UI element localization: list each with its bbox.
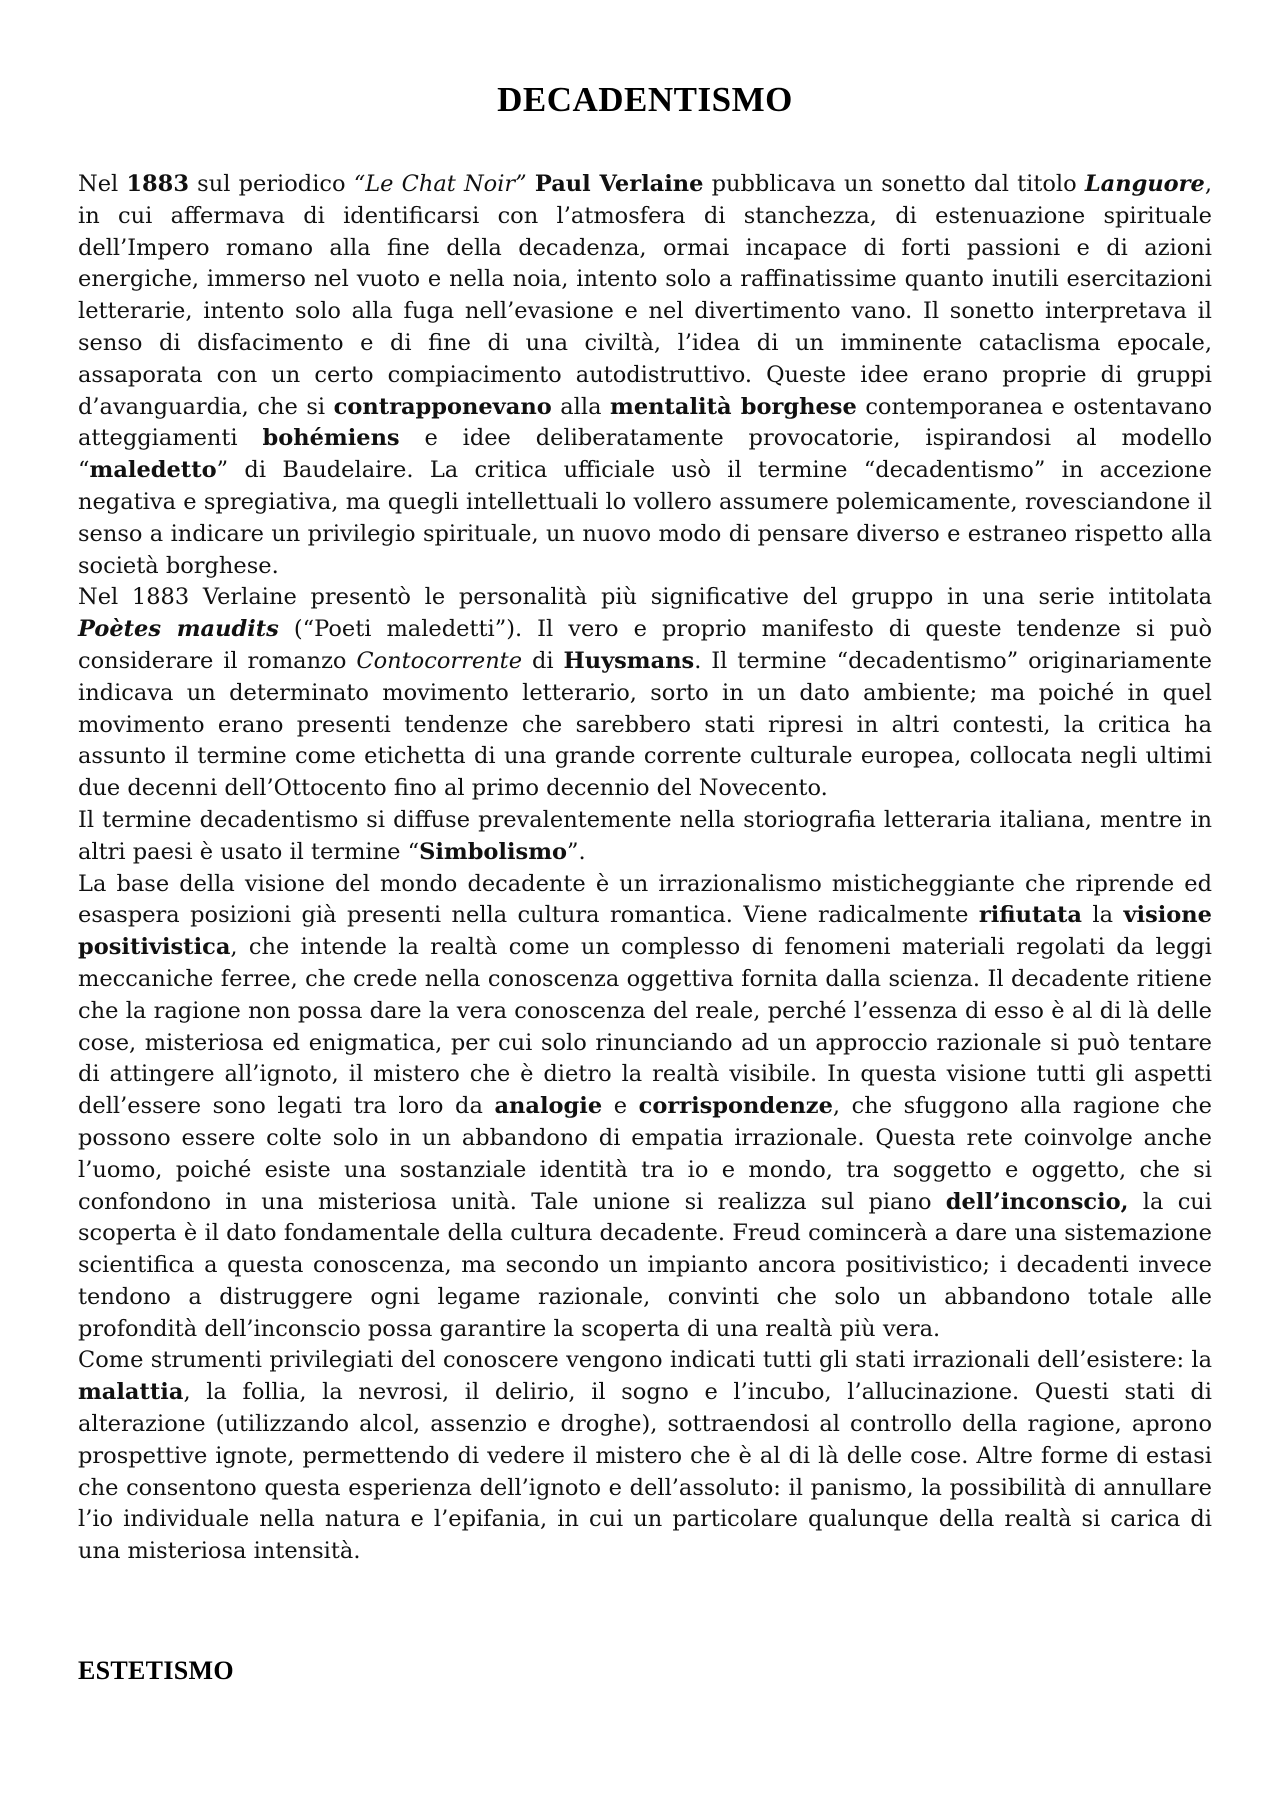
emphasis-text: Poètes maudits [78, 616, 279, 643]
paragraph [78, 169, 1212, 582]
italic-text: “Le Chat Noir” [353, 171, 527, 197]
bold-text: bohémiens [262, 425, 400, 452]
text-run: , che intende la realtà come un complesso di fenomeni materiali regolati da leggi meccaniche ferree, che crede nella conoscenza oggettiva fornita dalla scienza. Il decadente ritiene che la ragione non possa dare la vera conoscenza del reale, perché l’essenza di esso è al di là delle cose, misteriosa ed enigmatica, per cui solo rinunciando ad un approccio razionale si può tentare di attingere all’ignoto, il mistero che è dietro la realtà visibile. In questa visione tutti gli aspetti dell’essere sono legati tra loro da [78, 934, 1212, 1120]
bold-text: mentalità borghese [610, 393, 857, 420]
text-run: alla [551, 393, 611, 420]
bold-text: contrapponevano [333, 393, 552, 420]
text-run: ”. [567, 838, 586, 865]
paragraph [78, 869, 1212, 1346]
bold-text: rifiutata [978, 902, 1082, 929]
bold-text: 1883 [126, 171, 189, 197]
bold-text: Paul Verlaine [534, 171, 704, 197]
section-title: ESTETISMO [78, 1656, 234, 1685]
bold-text: corrispondenze [638, 1093, 833, 1120]
bold-text: Simbolismo [419, 838, 568, 865]
text-run: ” di Baudelaire. La critica ufficiale usò il termine “decadentismo” in accezione negativa e spregiativa, ma quegli intellettuali lo vollero assumere polemicamente, rovesciandone il senso a indicare un privilegio spirituale, un nuovo modo di pensare diverso e estraneo rispetto alla società borghese. [78, 457, 1212, 579]
text-run: di [522, 647, 564, 674]
text-run: Nel 1883 Verlaine presentò le personalità più significative del gruppo in una serie intitolata [78, 584, 1212, 611]
text-run: , in cui affermava di identificarsi con l’atmosfera di stanchezza, di estenuazione spirituale dell’Impero romano alla fine della decadenza, ormai incapace di forti passioni e di azioni energiche, immerso nel vuoto e nella noia, intento solo a raffinatissime quanto inutili esercitazioni letterarie, intento solo alla fuga nell’evasione e nel divertimento vano. Il sonetto interpretava il senso di disfacimento e di fine di una civiltà, l’idea di un imminente cataclisma epocale, assaporata con un certo compiacimento autodistruttivo. Queste idee erano proprie di gruppi d’avanguardia, che si [78, 171, 1213, 420]
text-run: Nel [78, 171, 127, 197]
text-run: (“Poeti maledetti”). Il vero e proprio manifesto di queste tendenze si può considerare il romanzo [78, 616, 1213, 674]
text-run: contemporanea e ostentavano atteggiamenti [78, 393, 1212, 452]
bold-text: analogie [494, 1093, 603, 1120]
bold-text: maledetto [89, 457, 217, 484]
bold-text: malattia [78, 1379, 184, 1406]
italic-text: Contocorrente [356, 647, 523, 674]
text-run: Il termine decadentismo si diffuse prevalentemente nella storiografia letteraria italiana, mentre in altri paesi è usato il termine “ [78, 806, 1212, 865]
text-run: pubblicava un sonetto dal titolo [703, 171, 1085, 197]
bold-text: dell’inconscio, [945, 1188, 1129, 1215]
text-run: sul periodico [189, 171, 354, 197]
emphasis-text: Languore [1084, 171, 1205, 197]
body-text [78, 169, 1212, 1568]
paragraph [78, 582, 1212, 805]
bold-text: Huysmans [563, 647, 695, 674]
text-run: la [1081, 902, 1124, 929]
text-run: la cui scoperta è il dato fondamentale della cultura decadente. Freud comincerà a dare una sistemazione scientifica a questa conoscenza, ma secondo un impianto ancora positivistico; i decadenti invece tendono a distruggere ogni legame razionale, convinti che solo un abbandono totale alle profondità dell’inconscio possa garantire la scoperta di una realtà più vera. [78, 1188, 1212, 1342]
bold-text: visione positivistica [78, 902, 1212, 961]
page-title: DECADENTISMO [497, 80, 793, 119]
text-run: La base della visione del mondo decadente è un irrazionalismo misticheggiante che riprende ed esaspera posizioni già presenti nella cultura romantica. Viene radicalmente [78, 870, 1212, 929]
text-run: Come strumenti privilegiati del conoscere vengono indicati tutti gli stati irrazionali dell’esistere: la [78, 1347, 1212, 1374]
text-run: e [602, 1093, 639, 1120]
text-run [527, 171, 535, 197]
text-run: e idee deliberatamente provocatorie, ispirandosi al modello “ [78, 425, 1212, 484]
text-run: , la follia, la nevrosi, il delirio, il sogno e l’incubo, l’allucinazione. Questi stati di alterazione (utilizzando alcol, assenzio e droghe), sottraendosi al controllo della ragione, aprono prospettive ignote, permettendo di vedere il mistero che è al di là delle cose. Altre forme di estasi che consentono questa esperienza dell’ignoto e dell’assoluto: il panismo, la possibilità di annullare l’io individuale nella natura e l’epifania, in cui un particolare qualunque della realtà si carica di una misteriosa intensità. [78, 1379, 1212, 1565]
paragraph [78, 1345, 1212, 1568]
text-run: , che sfuggono alla ragione che possono essere colte solo in un abbandono di empatia irrazionale. Questa rete coinvolge anche l’uomo, poiché esiste una sostanziale identità tra io e mondo, tra soggetto e oggetto, che si confondono in una misteriosa unità. Tale unione si realizza sul piano [78, 1093, 1212, 1215]
paragraph [78, 805, 1212, 869]
text-run: . Il termine “decadentismo” originariamente indicava un determinato movimento letterario, sorto in un dato ambiente; ma poiché in quel movimento erano presenti tendenze che sarebbero stati ripresi in altri contesti, la critica ha assunto il termine come etichetta di una grande corrente culturale europea, collocata negli ultimi due decenni dell’Ottocento fino al primo decennio del Novecento. [78, 647, 1212, 802]
